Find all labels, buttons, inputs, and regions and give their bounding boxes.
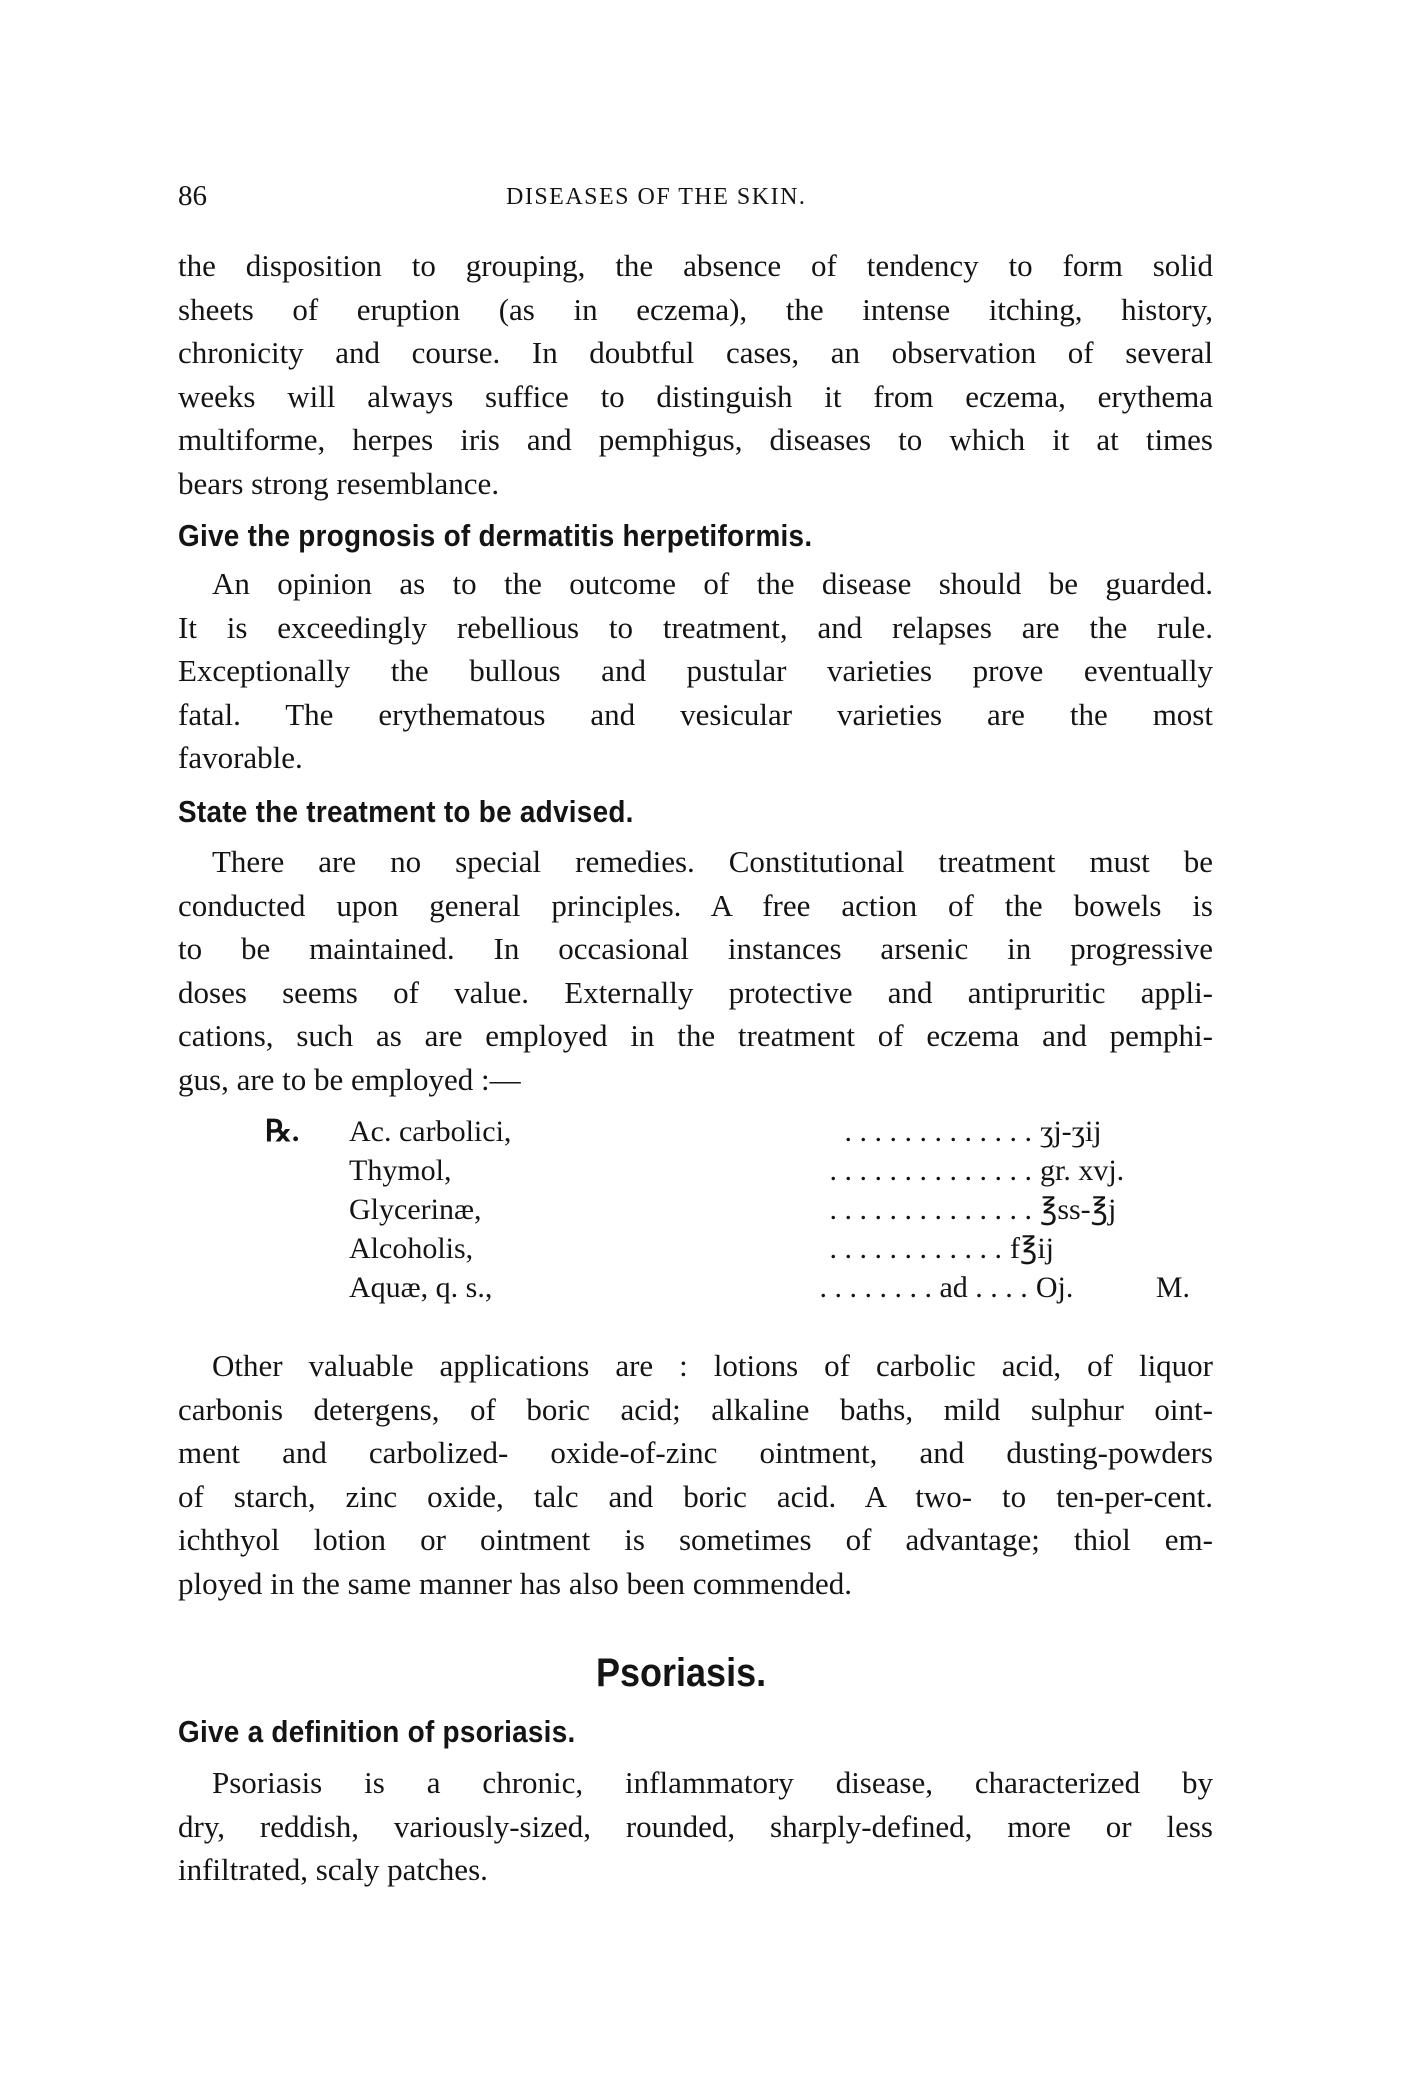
text-line: the disposition to grouping, the absence of tendency to form solid [178, 248, 1213, 283]
rx-leader: . . . . . . . . . . . . . . [829, 1154, 1032, 1187]
text-line: doses seems of value. Externally protective and antipruritic appli- [178, 974, 1213, 1010]
rx-quantity: Oj. [1035, 1271, 1074, 1304]
paragraph-2 [178, 562, 1213, 780]
text-line: Psoriasis is a chronic, inflammatory disease, characterized by [212, 1765, 1213, 1800]
text-line: bears strong resemblance. [178, 465, 500, 501]
rx-quantity: f℥ij [1010, 1232, 1054, 1265]
rx-leader: . . . . . . . . . . . . [829, 1232, 1002, 1265]
paragraph-5 [178, 1761, 1213, 1892]
text-line: It is exceedingly rebellious to treatment, and relapses are the rule. [178, 609, 1213, 645]
text-line: ment and carbolized- oxide-of-zinc ointment, and dusting-powders [178, 1435, 1213, 1470]
text-line: fatal. The erythematous and vesicular varieties are the most [178, 696, 1213, 732]
rx-misce: M. [1155, 1271, 1190, 1304]
section-title: Psoriasis. [596, 1651, 767, 1695]
paragraph-3 [178, 840, 1213, 1101]
text-line: An opinion as to the outcome of the disease should be guarded. [212, 566, 1213, 601]
recipe-symbol: ℞. [265, 1115, 300, 1148]
rx-quantity: ʒj-ʒij [1040, 1115, 1102, 1148]
heading-definition: Give a definition of psoriasis. [178, 1714, 576, 1749]
rx-ingredient: Ac. carbolici, [349, 1115, 512, 1148]
text-line: ployed in the same manner has also been commended. [178, 1565, 853, 1601]
text-line: favorable. [178, 740, 303, 775]
rx-quantity: gr. xvj. [1040, 1154, 1125, 1187]
text-line: to be maintained. In occasional instances arsenic in progressive [178, 931, 1213, 966]
rx-leader: . . . . . . . . . . . . . . [829, 1193, 1032, 1226]
rx-leader: . . . . . . . . ad . . . . [819, 1271, 1028, 1304]
text-line: Exceptionally the bullous and pustular varieties prove eventually [178, 653, 1213, 688]
text-line: ichthyol lotion or ointment is sometimes of advantage; thiol em- [178, 1522, 1213, 1557]
prescription [265, 1112, 1190, 1307]
rx-ingredient: Glycerinæ, [349, 1193, 482, 1226]
rx-row [265, 1268, 1190, 1307]
rx-row [265, 1151, 1190, 1190]
rx-row [265, 1112, 1190, 1151]
heading-treatment: State the treatment to be advised. [178, 794, 634, 829]
paragraph-4 [178, 1344, 1213, 1605]
rx-quantity: ℥ss-℥j [1040, 1193, 1117, 1226]
paragraph-1 [178, 244, 1213, 505]
text-line: conducted upon general principles. A free action of the bowels is [178, 887, 1213, 923]
rx-ingredient: Aquæ, q. s., [349, 1271, 493, 1304]
rx-row [265, 1190, 1190, 1229]
text-line: chronicity and course. In doubtful cases, an observation of several [178, 335, 1213, 370]
heading-prognosis: Give the prognosis of dermatitis herpetiformis. [178, 518, 813, 553]
rx-leader: . . . . . . . . . . . . . [844, 1115, 1032, 1148]
text-line: multiforme, herpes iris and pemphigus, diseases to which it at times [178, 422, 1213, 457]
text-line: Other valuable applications are : lotions of carbolic acid, of liquor [212, 1348, 1213, 1383]
text-line: carbonis detergens, of boric acid; alkaline baths, mild sulphur oint- [178, 1391, 1213, 1427]
rx-ingredient: Alcoholis, [349, 1232, 474, 1265]
running-title: DISEASES OF THE SKIN. [506, 184, 807, 210]
text-line: sheets of eruption (as in eczema), the intense itching, history, [178, 291, 1213, 327]
rx-ingredient: Thymol, [349, 1154, 452, 1187]
text-line: There are no special remedies. Constitutional treatment must be [212, 844, 1213, 879]
text-line: weeks will always suffice to distinguish it from eczema, erythema [178, 378, 1213, 414]
text-line: cations, such as are employed in the treatment of eczema and pemphi- [178, 1018, 1213, 1053]
text-line: gus, are to be employed :— [178, 1061, 521, 1097]
rx-row [265, 1229, 1190, 1268]
text-line: infiltrated, scaly patches. [178, 1852, 488, 1887]
page-number: 86 [178, 180, 207, 212]
text-line: of starch, zinc oxide, talc and boric acid. A two- to ten-per-cent. [178, 1478, 1213, 1514]
text-line: dry, reddish, variously-sized, rounded, sharply-defined, more or less [178, 1808, 1213, 1844]
